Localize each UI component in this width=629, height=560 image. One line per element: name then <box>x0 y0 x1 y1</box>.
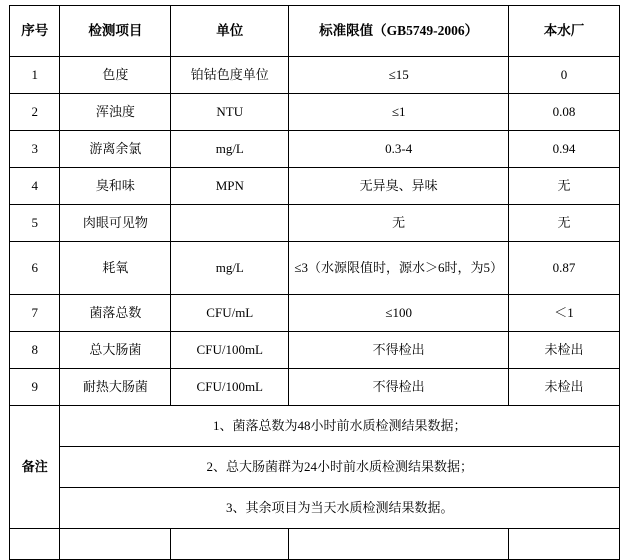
cell-limit: 不得检出 <box>289 332 509 369</box>
cell-limit: ≤1 <box>289 94 509 131</box>
table-row <box>10 205 620 242</box>
footer-cell-limit <box>289 529 509 560</box>
footer-cell-plant <box>509 529 620 560</box>
table-row <box>10 369 620 406</box>
column-header-plant: 本水厂 <box>509 6 620 57</box>
footer-cell-no <box>10 529 60 560</box>
column-header-limit: 标准限值（GB5749-2006） <box>289 6 509 57</box>
cell-limit: ≤100 <box>289 295 509 332</box>
cell-item: 浑浊度 <box>60 94 171 131</box>
cell-unit: MPN <box>171 168 289 205</box>
cell-no: 7 <box>10 295 60 332</box>
footer-cell-item <box>60 529 171 560</box>
notes-row <box>10 447 620 488</box>
cell-plant: 无 <box>509 205 620 242</box>
table-row <box>10 295 620 332</box>
notes-row <box>10 488 620 529</box>
note-item: 1、菌落总数为48小时前水质检测结果数据； <box>60 406 620 447</box>
cell-item: 游离余氯 <box>60 131 171 168</box>
table-row <box>10 57 620 94</box>
cell-limit: 无异臭、异味 <box>289 168 509 205</box>
cell-no: 5 <box>10 205 60 242</box>
cell-unit: CFU/mL <box>171 295 289 332</box>
cell-plant: 0 <box>509 57 620 94</box>
cell-item: 菌落总数 <box>60 295 171 332</box>
notes-row <box>10 406 620 447</box>
cell-no: 1 <box>10 57 60 94</box>
cell-unit <box>171 205 289 242</box>
cell-unit: mg/L <box>171 242 289 295</box>
cell-no: 6 <box>10 242 60 295</box>
cell-no: 3 <box>10 131 60 168</box>
cell-plant: ＜1 <box>509 295 620 332</box>
table-row <box>10 131 620 168</box>
table-header-row <box>10 6 620 57</box>
table-row <box>10 332 620 369</box>
cell-item: 肉眼可见物 <box>60 205 171 242</box>
cell-limit: ≤3（水源限值时，源水＞6时，为5） <box>289 242 509 295</box>
cell-limit: 无 <box>289 205 509 242</box>
note-item: 2、总大肠菌群为24小时前水质检测结果数据； <box>60 447 620 488</box>
column-header-unit: 单位 <box>171 6 289 57</box>
cell-plant: 无 <box>509 168 620 205</box>
cell-unit: NTU <box>171 94 289 131</box>
cell-plant: 0.08 <box>509 94 620 131</box>
note-item: 3、其余项目为当天水质检测结果数据。 <box>60 488 620 529</box>
footer-cell-unit <box>171 529 289 560</box>
table-row <box>10 168 620 205</box>
cell-limit: 不得检出 <box>289 369 509 406</box>
cell-no: 2 <box>10 94 60 131</box>
cell-unit: mg/L <box>171 131 289 168</box>
water-quality-report <box>0 5 629 515</box>
notes-label: 备注 <box>10 406 60 529</box>
cell-no: 4 <box>10 168 60 205</box>
table-row <box>10 242 620 295</box>
cell-item: 色度 <box>60 57 171 94</box>
cell-item: 耗氧 <box>60 242 171 295</box>
cell-unit: CFU/100mL <box>171 332 289 369</box>
cell-plant: 0.94 <box>509 131 620 168</box>
water-quality-table <box>9 5 620 560</box>
cell-item: 臭和味 <box>60 168 171 205</box>
cell-limit: 0.3-4 <box>289 131 509 168</box>
cell-limit: ≤15 <box>289 57 509 94</box>
cell-plant: 0.87 <box>509 242 620 295</box>
cell-no: 8 <box>10 332 60 369</box>
cell-unit: 铂钴色度单位 <box>171 57 289 94</box>
cell-unit: CFU/100mL <box>171 369 289 406</box>
cell-no: 9 <box>10 369 60 406</box>
column-header-item: 检测项目 <box>60 6 171 57</box>
cell-plant: 未检出 <box>509 332 620 369</box>
cell-item: 耐热大肠菌 <box>60 369 171 406</box>
table-row <box>10 94 620 131</box>
cell-plant: 未检出 <box>509 369 620 406</box>
cell-item: 总大肠菌 <box>60 332 171 369</box>
column-header-no: 序号 <box>10 6 60 57</box>
table-footer-row <box>10 529 620 560</box>
